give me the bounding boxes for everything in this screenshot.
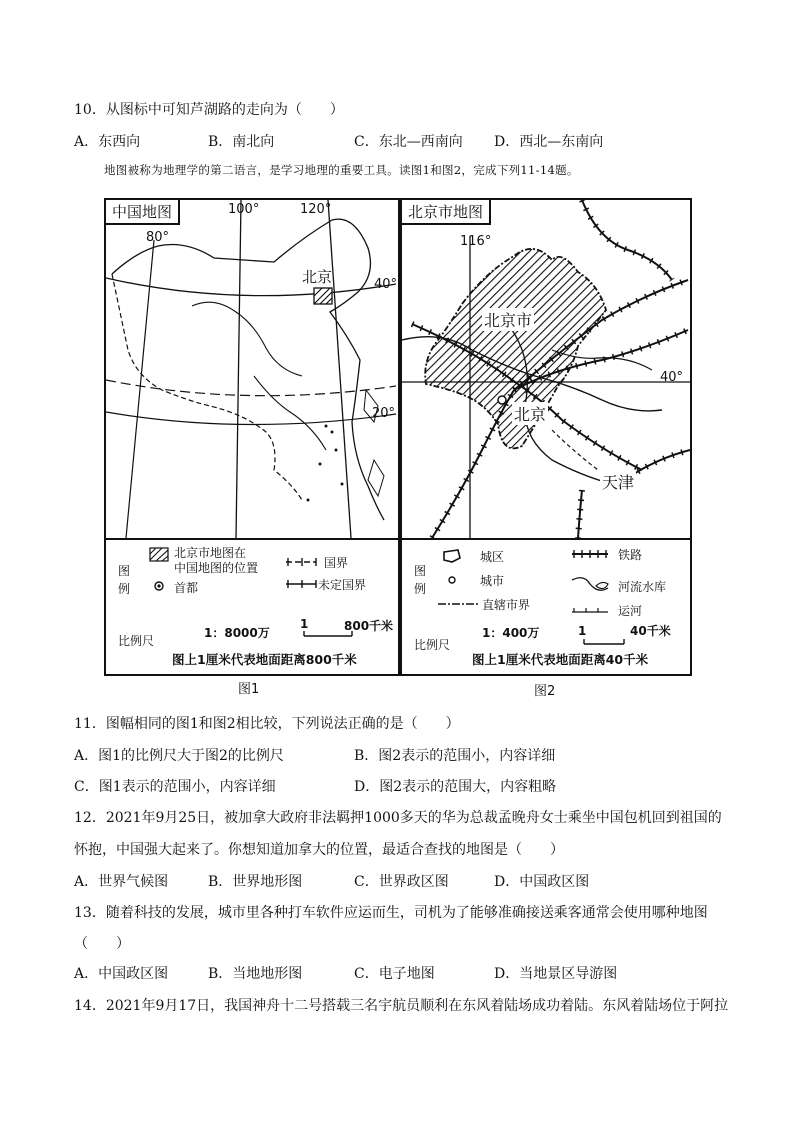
china-lon-80: 80°: [146, 230, 170, 245]
q12-option-d: D．中国政区图: [494, 874, 590, 890]
q13-option-c: C．电子地图: [354, 966, 435, 982]
beijing-municipality-label: 北京市: [482, 308, 534, 331]
q13-option-a: A．中国政区图: [74, 966, 169, 982]
beijing-legend-canal: 运河: [618, 604, 643, 618]
q11-stem: 11．图幅相同的图1和图2相比较，下列说法正确的是（ ）: [74, 716, 460, 732]
china-scale-text: 图上1厘米代表地面距离800千米: [172, 652, 357, 667]
beijing-legend-city: 城市: [480, 574, 505, 588]
figure-2-caption: 图2: [534, 684, 556, 699]
q11-option-a: A．图1的比例尺大于图2的比例尺: [74, 748, 284, 764]
china-lat-40: 40°: [374, 277, 398, 292]
china-map-title: 中国地图: [104, 198, 180, 225]
beijing-lat-40: 40°: [660, 370, 684, 385]
q10-option-d: D．西北—东南向: [494, 134, 604, 150]
china-beijing-label: 北京: [302, 268, 333, 286]
q12-option-a: A．世界气候图: [74, 874, 169, 890]
beijing-map-title: 北京市地图: [400, 198, 491, 225]
beijing-legend-head-1: 图: [414, 564, 427, 578]
q10-option-b: B．南北向: [208, 134, 275, 150]
china-scale-bar-right: 800千米: [344, 619, 394, 633]
q11-option-b: B．图2表示的范围小，内容详细: [354, 748, 556, 764]
beijing-scale-bar-right: 40千米: [630, 624, 671, 638]
reading-intro: 地图被称为地理学的第二语言，是学习地理的重要工具。读图1和图2，完成下列11-14题。: [104, 163, 579, 177]
q12-option-c: C．世界政区图: [354, 874, 449, 890]
china-legend-capital: 首都: [174, 581, 199, 595]
china-lon-120: 120°: [300, 202, 332, 217]
q11-option-d: D．图2表示的范围大，内容粗略: [354, 779, 557, 795]
beijing-legend-municipal-border: 直辖市界: [482, 598, 531, 612]
q12-stem-line1: 12．2021年9月25日，被加拿大政府非法羁押1000多天的华为总裁孟晚舟女士乘坐中国包机回到祖国的: [74, 810, 722, 826]
beijing-map-legend: [402, 538, 690, 676]
china-map: [104, 198, 400, 676]
q13-stem-line1: 13．随着科技的发展，城市里各种打车软件应运而生，司机为了能够准确接送乘客通常会使用哪种地图: [74, 905, 708, 921]
china-legend-location-2: 中国地图的位置: [174, 561, 259, 575]
beijing-legend-railway: 铁路: [618, 548, 643, 562]
q10-stem: 10．从图标中可知芦湖路的走向为（ ）: [74, 102, 344, 118]
q10-option-c: C．东北—西南向: [354, 134, 463, 150]
beijing-legend-urban: 城区: [480, 550, 505, 564]
q14-stem-line1: 14．2021年9月17日，我国神舟十二号搭载三名宇航员顺利在东风着陆场成功着陆。东风着陆场位于阿拉: [74, 998, 729, 1014]
figure-1-caption: 图1: [238, 682, 260, 697]
china-legend-undefined-border: 未定国界: [318, 578, 367, 592]
beijing-city-label: 北京: [512, 402, 548, 425]
china-lat-20: 20°: [372, 406, 396, 421]
china-legend-location-1: 北京市地图在: [174, 546, 247, 560]
china-legend-border: 国界: [324, 556, 349, 570]
q13-option-d: D．当地景区导游图: [494, 966, 618, 982]
china-legend-head-1: 图: [118, 564, 131, 578]
q13-option-b: B．当地地形图: [208, 966, 303, 982]
q10-option-a: A．东西向: [74, 134, 141, 150]
q12-option-b: B．世界地形图: [208, 874, 303, 890]
china-map-legend: [106, 538, 398, 676]
beijing-scale-label: 比例尺: [414, 638, 451, 652]
beijing-map: [400, 198, 692, 676]
beijing-lon-116: 116°: [460, 234, 492, 249]
q12-stem-line2: 怀抱，中国强大起来了。你想知道加拿大的位置，最适合查找的地图是（ ）: [74, 842, 564, 858]
tianjin-label: 天津: [600, 470, 636, 493]
beijing-scale-text: 图上1厘米代表地面距离40千米: [472, 652, 649, 667]
china-scale-bar-left: 1: [300, 617, 309, 631]
china-scale-ratio: 1：8000万: [204, 626, 270, 640]
q13-stem-line2: （ ）: [74, 936, 130, 952]
beijing-scale-ratio: 1：400万: [482, 626, 540, 640]
beijing-legend-head-2: 例: [414, 582, 427, 596]
china-scale-label: 比例尺: [118, 634, 155, 648]
china-lon-100: 100°: [228, 202, 260, 217]
china-legend-head-2: 例: [118, 582, 131, 596]
q11-option-c: C．图1表示的范围小，内容详细: [74, 779, 276, 795]
beijing-scale-bar-left: 1: [578, 624, 587, 638]
beijing-legend-river-reservoir: 河流水库: [618, 580, 667, 594]
